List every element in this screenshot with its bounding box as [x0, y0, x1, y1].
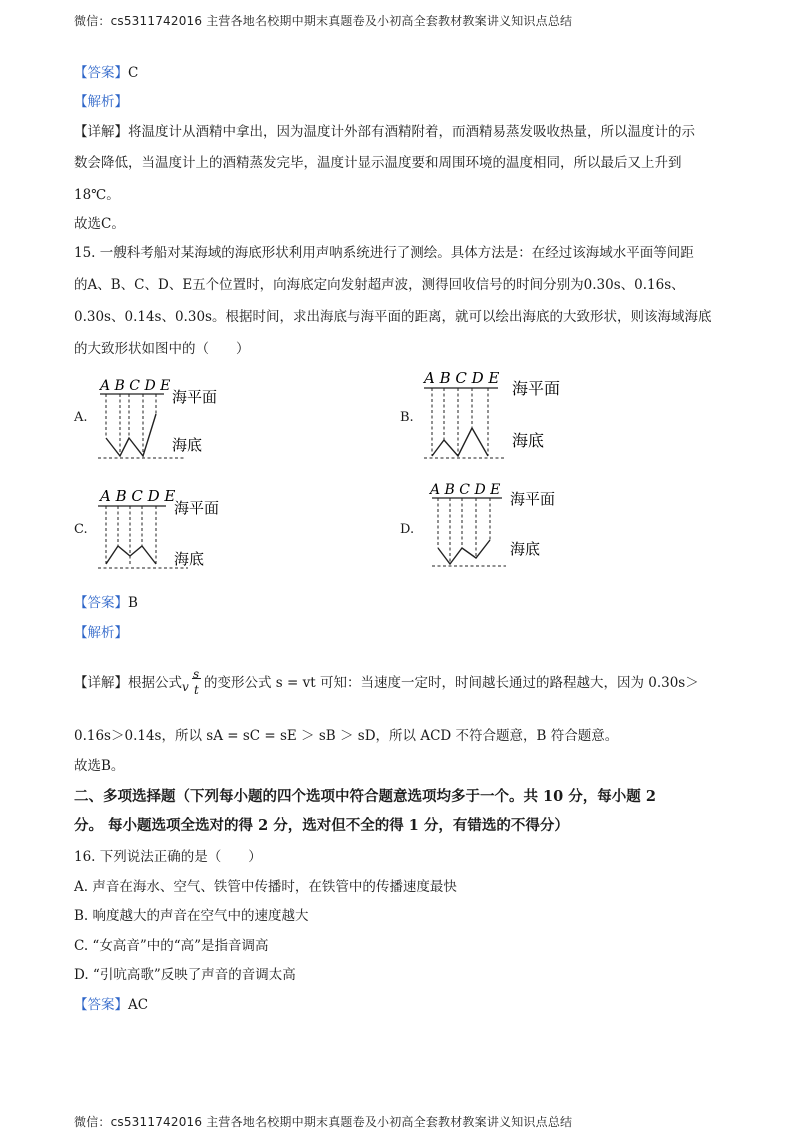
answer-tag: 【答案】 [74, 595, 128, 611]
detail-tag: 【详解】 [74, 675, 128, 691]
sea-bottom-label: 海底 [510, 540, 541, 558]
sea-surface-label: 海平面 [512, 379, 561, 398]
answer-tag: 【答案】 [74, 65, 128, 81]
sea-bottom-label: 海底 [172, 436, 203, 454]
option-a-figure [96, 376, 256, 466]
page-header: 微信：cs5311742016 主营各地名校期中期末真题卷及小初高全套教材教案讲义知识点总结 [74, 14, 573, 28]
q15-stem-line4: 的大致形状如图中的（ ） [74, 341, 250, 357]
sea-bottom-label: 海底 [174, 550, 205, 568]
q16-option-b: B. 响度越大的声音在空气中的速度越大 [74, 908, 309, 924]
q16-option-a: A. 声音在海水、空气、铁管中传播时，在铁管中的传播速度最快 [74, 879, 457, 895]
sea-surface-label: 海平面 [172, 388, 218, 406]
q15-stem-line3: 0.30s、0.14s、0.30s。根据时间，求出海底与海平面的距离，就可以绘出海底的大致形状，则该海域海底 [74, 309, 712, 325]
option-b-label: B. [400, 410, 414, 425]
sea-surface-label: 海平面 [510, 490, 556, 508]
option-a-label: A. [74, 410, 88, 425]
option-d-label: D. [400, 522, 415, 537]
q14-analysis-tag: 【解析】 [74, 94, 128, 110]
section2-title-line2: 分。 每小题选项全选对的得 2 分，选对但不全的得 1 分，有错选的不得分） [74, 817, 569, 834]
detail-post: 的变形公式 s = vt 可知：当速度一定时，时间越长通过的路程越大，因为 0.30s＞ [204, 675, 699, 691]
q14-detail-text1: 将温度计从酒精中拿出，因为温度计外部有酒精附着，而酒精易蒸发吸收热量，所以温度计的示 [128, 124, 695, 140]
detail-tag: 【详解】 [74, 124, 128, 140]
q15-stem-line1: 15. 一艘科考船对某海域的海底形状利用声呐系统进行了测绘。具体方法是：在经过该海域水平面等间距 [74, 245, 694, 261]
section2-title-line1: 二、多项选择题（下列每小题的四个选项中符合题意选项均多于一个。共 10 分，每小题 2 [74, 788, 656, 805]
points-label: A B C D E [424, 369, 500, 387]
option-c-figure [96, 486, 256, 578]
q14-detail-line2: 数会降低，当温度计上的酒精蒸发完毕，温度计显示温度要和周围环境的温度相同，所以最后又上升到 [74, 155, 682, 171]
q16-answer-line [74, 995, 734, 1015]
q15-detail-line1 [74, 666, 734, 697]
detail-pre: 根据公式 [128, 675, 182, 691]
q16-answer: AC [128, 997, 149, 1013]
q14-detail-line3: 18℃。 [74, 187, 120, 203]
q14-detail-line1 [74, 122, 734, 142]
q16-option-d: D. “引吭高歌”反映了声音的音调太高 [74, 967, 296, 983]
q15-answer: B [128, 595, 138, 611]
option-c-label: C. [74, 522, 88, 537]
page-footer: 微信：cs5311742016 主营各地名校期中期末真题卷及小初高全套教材教案讲义知识点总结 [74, 1115, 573, 1129]
q14-answer: C [128, 65, 139, 81]
velocity-formula: v s t [182, 666, 200, 697]
sea-bottom-label: 海底 [512, 431, 545, 450]
points-label: A B C D E [430, 482, 501, 498]
q16-option-c: C. “女高音”中的“高”是指音调高 [74, 938, 269, 954]
q15-conclusion: 故选B。 [74, 758, 125, 774]
sea-surface-label: 海平面 [174, 499, 220, 517]
q15-analysis-tag: 【解析】 [74, 625, 128, 641]
option-d-figure [426, 480, 586, 576]
points-label: A B C D E [100, 487, 176, 505]
points-label: A B C D E [100, 378, 171, 394]
q14-answer-line [74, 63, 734, 83]
q14-conclusion: 故选C。 [74, 216, 125, 232]
q15-stem-line2: 的A、B、C、D、E五个位置时，向海底定向发射超声波，测得回收信号的时间分别为0.30s、0.16s、 [74, 277, 685, 293]
q15-detail-line2: 0.16s＞0.14s，所以 sA = sC = sE ＞ sB ＞ sD，所以 ACD 不符合题意，B 符合题意。 [74, 728, 619, 744]
q16-stem: 16. 下列说法正确的是（ ） [74, 849, 262, 865]
answer-tag: 【答案】 [74, 997, 128, 1013]
q15-answer-line [74, 593, 734, 613]
option-b-figure [420, 368, 580, 468]
